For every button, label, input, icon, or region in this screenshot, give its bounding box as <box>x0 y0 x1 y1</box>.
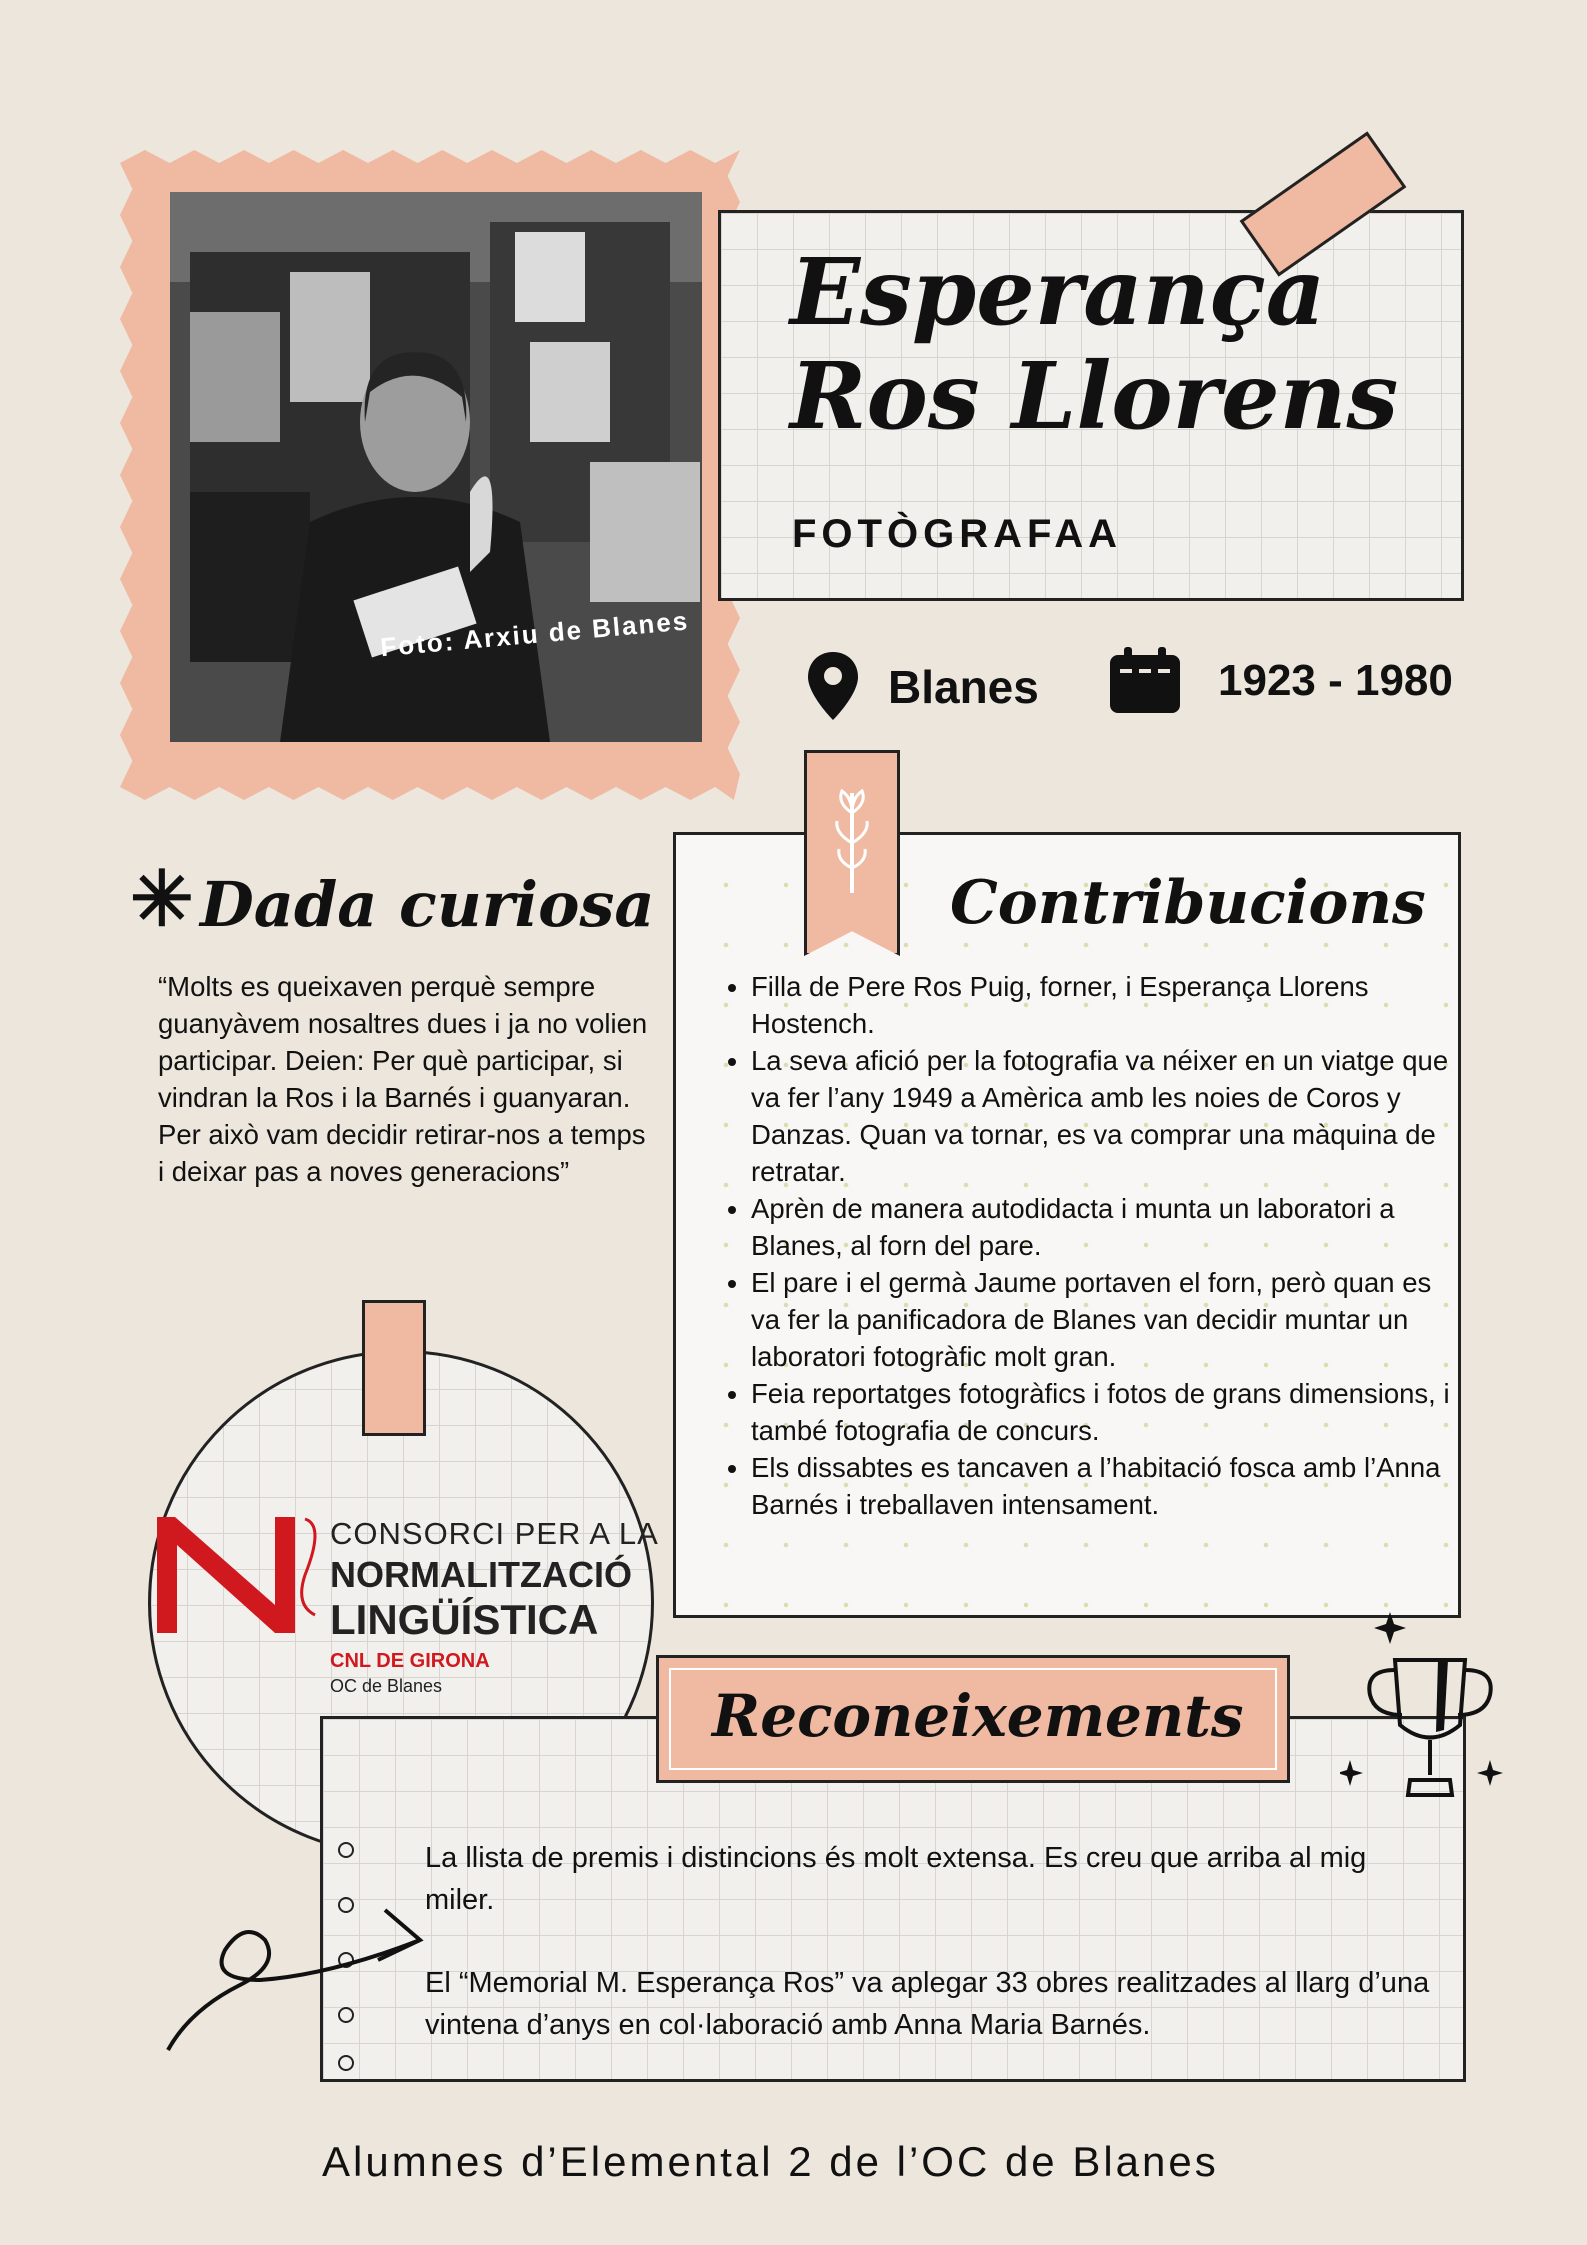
logo-text: OC de Blanes <box>330 1676 443 1696</box>
profession: FOTÒGRAFAA <box>792 512 1122 556</box>
recognitions-paragraph: La llista de premis i distincions és molt extensa. Es creu que arriba al mig miler. <box>425 1842 1367 1916</box>
contributions-list <box>715 968 1451 1523</box>
logo-text: CONSORCI PER A LA <box>330 1516 659 1551</box>
map-pin-icon <box>805 650 861 727</box>
name-line-1: Esperança <box>790 238 1326 346</box>
list-item: • La seva afició per la fotografia va néixer en un viatge que va fer l’any 1949 a Amèrica amb les noies de Coros y Danzas. Quan va tornar, es va comprar una màquina de retratar. <box>751 1042 1451 1190</box>
list-item: • Aprèn de manera autodidacta i munta un laboratori a Blanes, al forn del pare. <box>751 1190 1451 1264</box>
list-item: • Els dissabtes es tancaven a l’habitació fosca amb l’Anna Barnés i treballaven intensament. <box>751 1449 1451 1523</box>
binder-hole <box>338 1842 354 1858</box>
recognitions-paragraph: El “Memorial M. Esperança Ros” va aplegar 33 obres realitzades al llarg d’una vintena d’anys en col·laboració amb Anna Maria Barnés. <box>425 1967 1430 2041</box>
cnl-logo-mark <box>155 1515 325 1640</box>
flower-icon <box>807 753 897 953</box>
fact-title: Dada curiosa <box>200 868 655 941</box>
list-item: • El pare i el germà Jaume portaven el forn, però quan es va fer la panificadora de Blanes van decidir muntar un laboratori fotogràfic molt gran. <box>751 1264 1451 1375</box>
fact-quote: “Molts es queixaven perquè sempre guanyàvem nosaltres dues i ja no volien participar. Deien: Per què participar, si vindran la Ros i la Barnés i guanyaran. Per això vam decidir retirar-nos a temps i deixar pas a noves generacions” <box>158 971 648 1187</box>
asterisk-icon: ✳ <box>130 857 194 942</box>
bookmark-ribbon <box>804 750 900 956</box>
person-name <box>790 240 1398 448</box>
recognitions-title: Reconeixements <box>712 1682 1244 1750</box>
location-text: Blanes <box>888 661 1039 713</box>
list-item: • Feia reportatges fotogràfics i fotos de grans dimensions, i també fotografia de concurs. <box>751 1375 1451 1449</box>
calendar-icon <box>1108 645 1182 720</box>
trophy-icon <box>1340 1610 1520 1825</box>
list-item: • Filla de Pere Ros Puig, forner, i Esperança Llorens Hostench. <box>751 968 1451 1042</box>
footer-credits: Alumnes d’Elemental 2 de l’OC de Blanes <box>322 2138 1219 2185</box>
photo-caption: Foto: Arxiu de Blanes <box>379 605 691 663</box>
life-years: 1923 - 1980 <box>1218 656 1453 705</box>
logo-text: CNL DE GIRONA <box>330 1650 490 1672</box>
logo-text: LINGÜÍSTICA <box>330 1596 599 1643</box>
curly-arrow-icon <box>150 1890 440 2065</box>
washi-tape <box>362 1300 426 1436</box>
name-line-2: Ros Llorens <box>790 342 1399 450</box>
contributions-title: Contribucions <box>950 868 1426 938</box>
logo-text: NORMALITZACIÓ <box>330 1554 632 1595</box>
